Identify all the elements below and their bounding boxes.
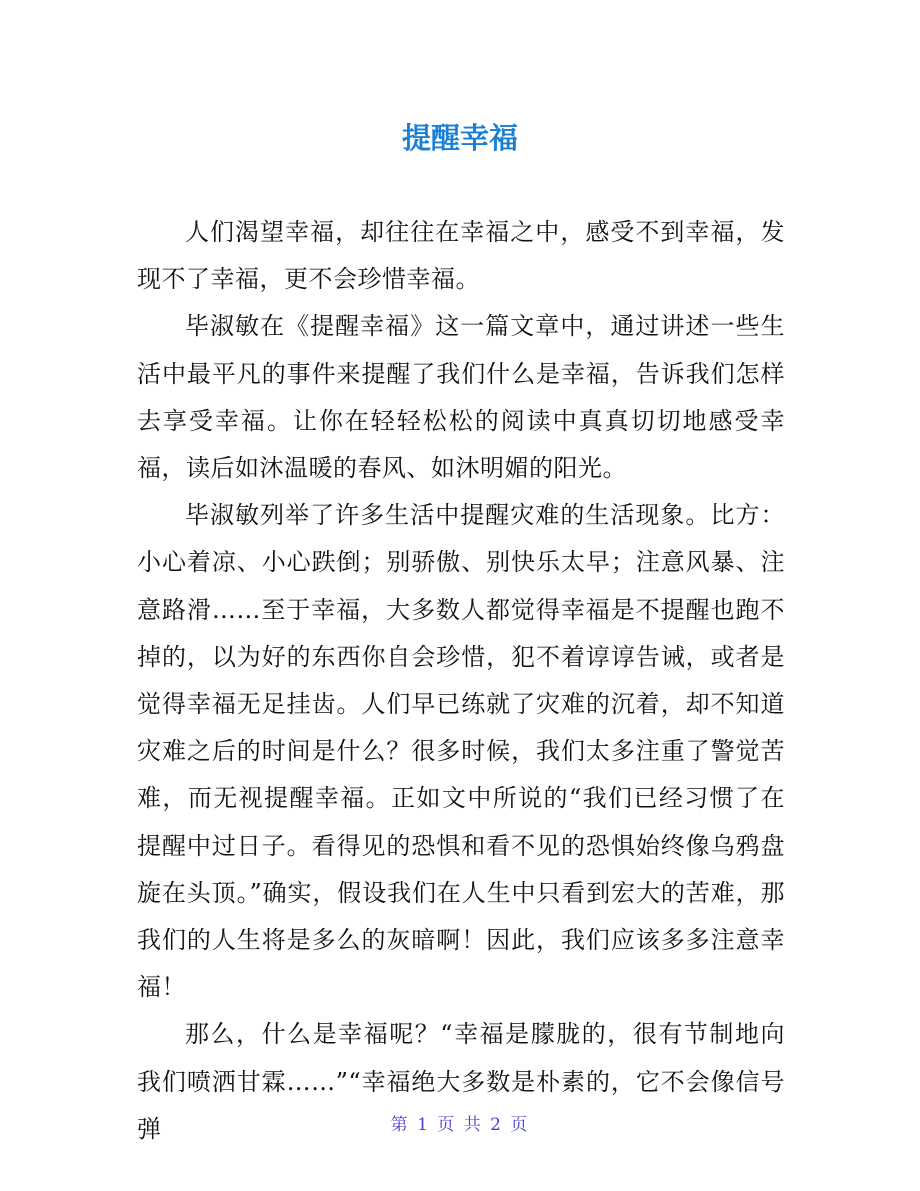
paragraph-3: 毕淑敏列举了许多生活中提醒灾难的生活现象。比方：小心着凉、小心跌倒；别骄傲、别快乐太早；注意风暴、注意路滑……至于幸福，大多数人都觉得幸福是不提醒也跑不掉的，以为好的东西你自会珍惜，犯不着谆谆告诫，或者是觉得幸福无足挂齿。人们早已练就了灾难的沉着，却不知道灾难之后的时间是什么？很多时候，我们太多注重了警觉苦难，而无视提醒幸福。正如文中所说的“我们已经习惯了在提醒中过日子。看得见的恐惧和看不见的恐惧始终像乌鸦盘旋在头顶。”确实，假设我们在人生中只看到宏大的苦难，那我们的人生将是多么的灰暗啊！因此，我们应该多多注意幸福！ xyxy=(137,501,785,1002)
page-title: 提醒幸福 xyxy=(401,121,518,155)
article-body xyxy=(137,209,785,1153)
paragraph-2: 毕淑敏在《提醒幸福》这一篇文章中，通过讲述一些生活中最平凡的事件来提醒了我们什么是幸福，告诉我们怎样去享受幸福。让你在轻轻松松的阅读中真真切切地感受幸福，读后如沐温暖的春风、如沐明媚的阳光。 xyxy=(137,312,785,483)
paragraph-1: 人们渴望幸福，却往往在幸福之中，感受不到幸福，发现不了幸福，更不会珍惜幸福。 xyxy=(137,218,785,294)
page-number-label: 第 1 页 共 2 页 xyxy=(390,1115,530,1135)
paragraph-4: 那么，什么是幸福呢？“幸福是朦胧的，很有节制地向我们喷洒甘霖……”“幸福绝大多数是朴素的，它不会像信号弹 xyxy=(137,1020,785,1143)
page-number-footer xyxy=(0,1112,920,1138)
